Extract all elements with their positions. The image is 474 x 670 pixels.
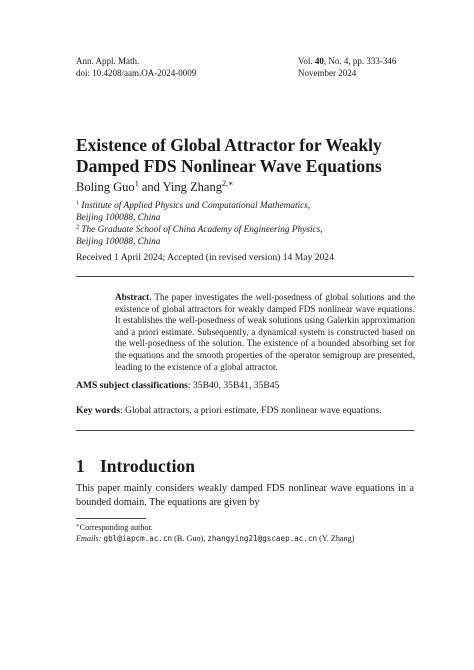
body-paragraph: This paper mainly considers weakly damped FDS nonlinear wave equations in a bounded domain. The equations are given by xyxy=(76,483,414,508)
emails: Emails: gbl@iapcm.ac.cn (B. Guo), zhangying21@gscaep.ac.cn (Y. Zhang) xyxy=(76,534,355,543)
bottom-rule xyxy=(76,430,414,431)
abstract-text: The paper investigates the well-posedness of global solutions and the existence of global attractors for weakly damped FDS nonlinear wave equations. It establishes the well-posedness of weak solutions using Galerkin approximation and a priori estimate. Subsequently, a dynamical system is constructed based on the well-posedness of the solution. The existence of a bounded absorbing set for the equations and the smooth properties of the operator semigroup are presented, leading to the existence of a global attractor. xyxy=(115,292,415,372)
top-rule xyxy=(76,276,414,277)
abstract-label: Abstract. xyxy=(115,292,152,302)
email-zhang[interactable]: zhangying21@gscaep.ac.cn xyxy=(207,534,318,543)
volume-info: Vol. 40, No. 4, pp. 333-346 xyxy=(298,56,397,66)
section-heading xyxy=(76,456,195,477)
affiliation-1: $^1$ Institute of Applied Physics and Computational Mathematics, xyxy=(76,200,311,211)
affiliation-2-city: Beijing 100088, China xyxy=(76,237,161,247)
doi: doi: 10.4208/aam.OA-2024-0009 xyxy=(76,68,197,78)
corresponding-author-note: ∗Corresponding author. xyxy=(76,522,153,532)
affiliation-2: $^2$ The Graduate School of China Academy of Engineering Physics, xyxy=(76,224,323,235)
abstract xyxy=(115,292,415,373)
section-number: 1 xyxy=(76,456,85,476)
section-title: Introduction xyxy=(100,456,195,476)
email-guo[interactable]: gbl@iapcm.ac.cn xyxy=(103,534,173,543)
keywords: Key words: Global attractors, a priori estimate, FDS nonlinear wave equations. xyxy=(76,405,382,416)
volume-number: 40 xyxy=(314,56,324,66)
affiliation-1-city: Beijing 100088, China xyxy=(76,213,161,223)
authors: Boling Guo$^1$ and Ying Zhang$^{2,∗}$ xyxy=(76,179,234,194)
issue-date: November 2024 xyxy=(298,68,357,78)
footnote-rule xyxy=(76,518,146,519)
ams-classifications: AMS subject classifications: 35B40, 35B41, 35B45 xyxy=(76,380,280,391)
journal-name: Ann. Appl. Math. xyxy=(76,56,140,66)
received-date: Received 1 April 2024; Accepted (in revised version) 14 May 2024 xyxy=(76,252,334,263)
paper-title-line-2: Damped FDS Nonlinear Wave Equations xyxy=(76,156,382,176)
paper-title-line-1: Existence of Global Attractor for Weakly xyxy=(76,135,382,155)
